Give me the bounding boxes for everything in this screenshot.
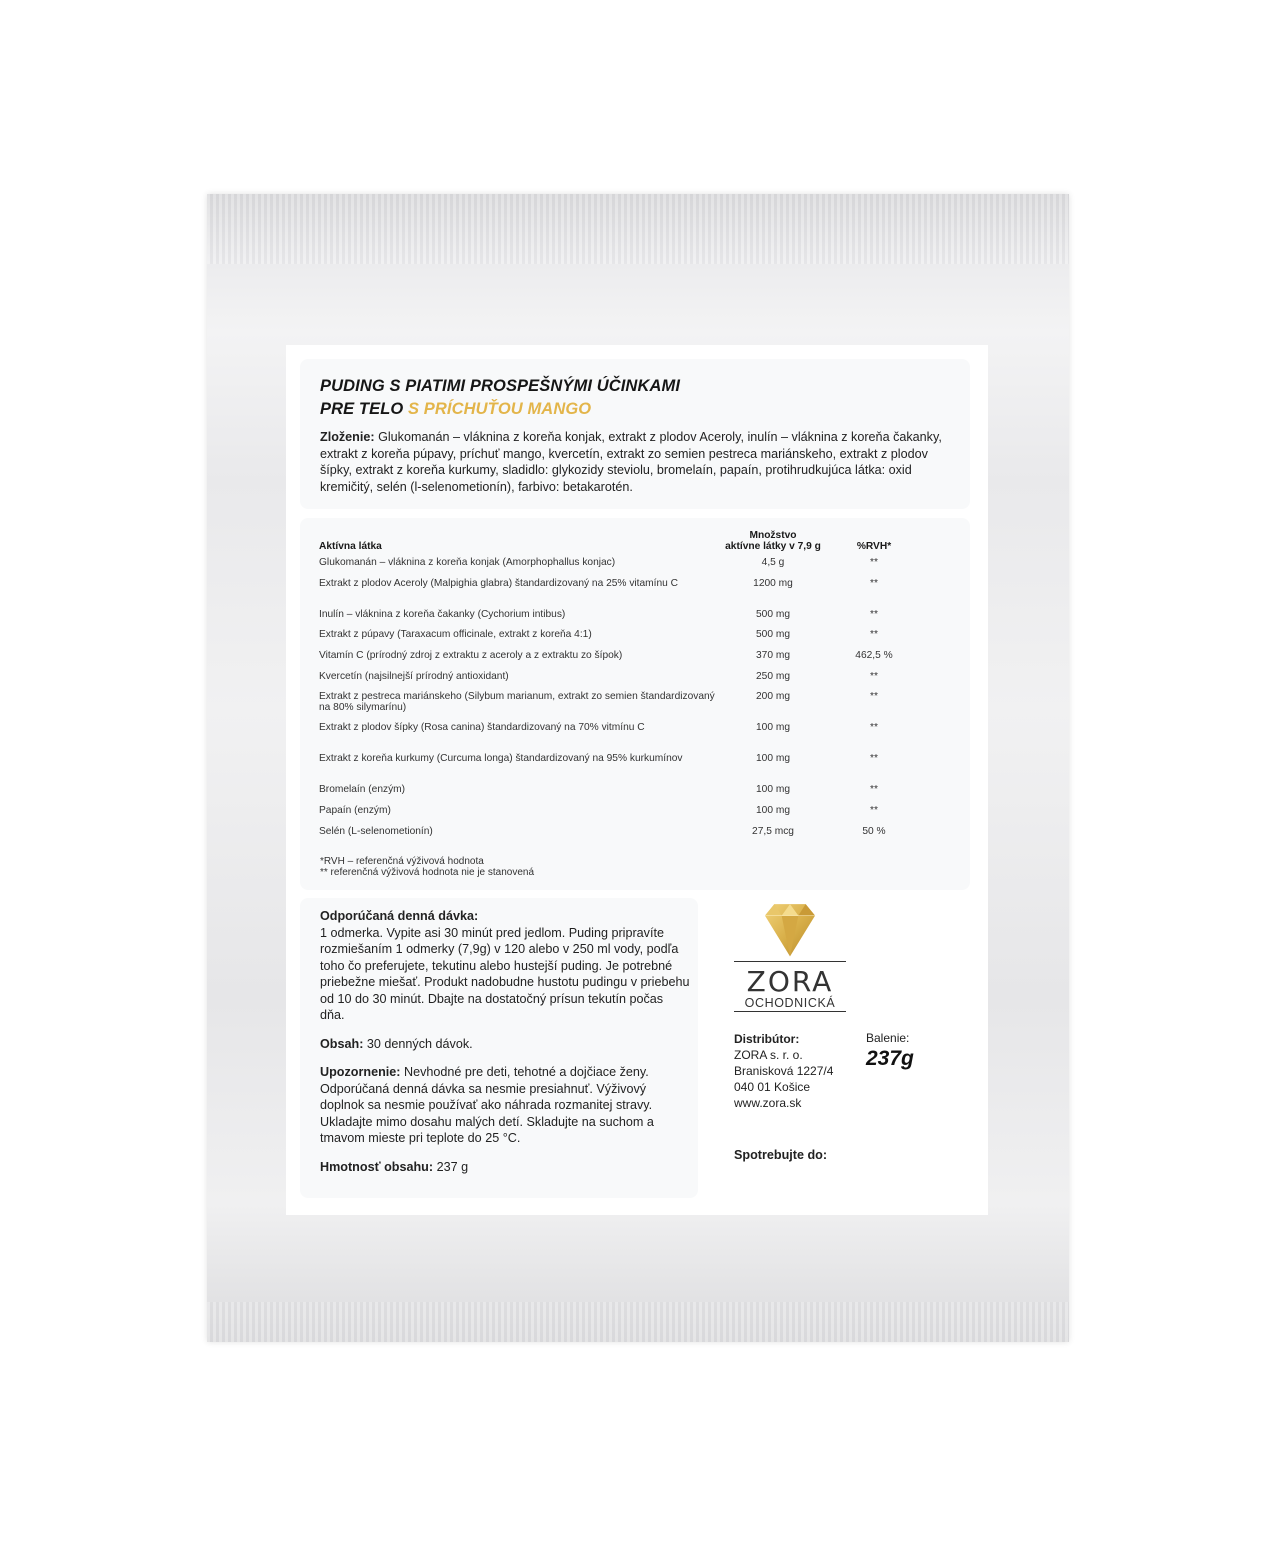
row-rvh: ** bbox=[870, 722, 878, 734]
table-row bbox=[319, 558, 919, 579]
row-name: Kvercetín (najsilnejší prírodný antioxidant) bbox=[319, 670, 509, 682]
title-line1: PUDING S PIATIMI PROSPEŠNÝMI ÚČINKAMI bbox=[320, 377, 681, 395]
row-amount: 500 mg bbox=[756, 608, 790, 620]
table-row bbox=[319, 630, 919, 651]
nutrition-table bbox=[319, 530, 919, 848]
composition bbox=[320, 429, 960, 495]
logo-rule-bottom bbox=[734, 1011, 846, 1012]
row-rvh: 462,5 % bbox=[855, 650, 893, 662]
row-amount: 370 mg bbox=[756, 650, 790, 662]
header-rvh: %RVH* bbox=[856, 541, 892, 552]
table-row bbox=[319, 579, 919, 610]
logo-name: ZORA bbox=[746, 965, 834, 998]
package-label: Balenie: bbox=[866, 1031, 910, 1045]
table-row bbox=[319, 692, 919, 723]
row-rvh: ** bbox=[870, 691, 878, 703]
distributor bbox=[734, 1031, 874, 1111]
table-row bbox=[319, 785, 919, 806]
row-rvh: ** bbox=[870, 608, 878, 620]
weight-text: 237 g bbox=[433, 1159, 469, 1174]
product-title bbox=[320, 375, 960, 421]
header-amount bbox=[717, 530, 829, 558]
product-label bbox=[286, 345, 988, 1215]
row-rvh: ** bbox=[870, 784, 878, 796]
distributor-line: ZORA s. r. o. bbox=[734, 1048, 803, 1062]
row-name: Extrakt z púpavy (Taraxacum officinale, extrakt z koreňa 4:1) bbox=[319, 629, 592, 641]
row-rvh: 50 % bbox=[862, 825, 886, 837]
row-amount: 1200 mg bbox=[753, 577, 793, 589]
distributor-label: Distribútor: bbox=[734, 1032, 800, 1046]
row-rvh: ** bbox=[870, 753, 878, 765]
table-row bbox=[319, 672, 919, 693]
row-amount: 100 mg bbox=[756, 722, 790, 734]
warning-section bbox=[320, 1064, 690, 1147]
row-rvh: ** bbox=[870, 670, 878, 682]
row-rvh: ** bbox=[870, 577, 878, 589]
warning-text: Nevhodné pre deti, tehotné a dojčiace ženy. Odporúčaná denná dávka sa nesmie presiahnuť. Výživový doplnok sa nesmie používať ako náhrada rozmanitej stravy. Ukladajte mimo dosahu malých detí. Skladujte na suchom a tmavom mieste pri teplote do 25 °C. bbox=[320, 1065, 654, 1145]
table-row bbox=[319, 651, 919, 672]
package-info bbox=[866, 1031, 966, 1071]
row-amount: 27,5 mcg bbox=[752, 825, 794, 837]
table-footnotes bbox=[320, 857, 534, 878]
row-name: Inulín – vláknina z koreňa čakanky (Cychorium intibus) bbox=[319, 608, 566, 620]
distributor-website: www.zora.sk bbox=[734, 1096, 802, 1110]
diamond-icon bbox=[734, 900, 846, 960]
table-row bbox=[319, 827, 919, 848]
logo-subtitle: OCHODNICKÁ bbox=[744, 996, 836, 1010]
row-amount: 100 mg bbox=[756, 753, 790, 765]
row-rvh: ** bbox=[870, 557, 878, 568]
row-name: Glukomanán – vláknina z koreňa konjak (Amorphophallus konjac) bbox=[319, 557, 616, 568]
footnote-rvh: *RVH – referenčná výživová hodnota bbox=[320, 856, 484, 867]
header-amount-line1: Množstvo bbox=[749, 530, 797, 541]
table-row bbox=[319, 754, 919, 785]
row-amount: 4,5 g bbox=[761, 557, 785, 568]
content-text: 30 denných dávok. bbox=[363, 1036, 473, 1051]
row-name: Extrakt z koreňa kurkumy (Curcuma longa) štandardizovaný na 95% kurkumínov bbox=[319, 753, 683, 765]
content-label: Obsah: bbox=[320, 1036, 364, 1051]
logo-rule-top bbox=[734, 961, 846, 962]
row-name: Extrakt z pestreca mariánskeho (Silybum marianum, extrakt zo semien štandardizovaný na 80% silymarínu) bbox=[319, 691, 715, 713]
flavor-text: S PRÍCHUŤOU MANGO bbox=[408, 400, 592, 418]
row-name: Extrakt z plodov šípky (Rosa canina) štandardizovaný na 70% vitmínu C bbox=[319, 722, 645, 734]
distributor-line: 040 01 Košice bbox=[734, 1080, 811, 1094]
title-line2-prefix: PRE TELO bbox=[320, 400, 408, 418]
row-name: Vitamín C (prírodný zdroj z extraktu z aceroly a z extraktu zo šípok) bbox=[319, 650, 623, 662]
package-weight: 237g bbox=[866, 1047, 914, 1070]
table-row bbox=[319, 610, 919, 631]
content-section bbox=[320, 1036, 690, 1053]
footnote-not-set: ** referenčná výživová hodnota nie je stanovená bbox=[320, 866, 535, 878]
title-line2 bbox=[320, 398, 960, 421]
composition-label: Zloženie: bbox=[320, 430, 375, 444]
dosage-section bbox=[320, 908, 690, 1024]
row-name: Papaín (enzým) bbox=[319, 805, 391, 817]
composition-text: Glukomanán – vláknina z koreňa konjak, extrakt z plodov Aceroly, inulín – vláknina z koreňa čakanky, extrakt z koreňa púpavy, príchuť mango, kvercetín, extrakt zo semien pestreca mariánskeho, extrakt z plodov šípky, extrakt z koreňa kurkumy, sladidlo: glykozidy steviolu, bromelaín, papaín, protihrudkujúca látka: oxid kremičitý, selén (l-selenometionín), farbivo: betakarotén. bbox=[320, 430, 942, 494]
table-header-row bbox=[319, 530, 919, 558]
row-amount: 100 mg bbox=[756, 805, 790, 817]
row-amount: 250 mg bbox=[756, 670, 790, 682]
row-rvh: ** bbox=[870, 805, 878, 817]
table-row bbox=[319, 806, 919, 827]
row-rvh: ** bbox=[870, 629, 878, 641]
row-amount: 200 mg bbox=[756, 691, 790, 703]
use-by-label: Spotrebujte do: bbox=[734, 1148, 828, 1162]
weight-section bbox=[320, 1159, 690, 1176]
header-active-substance: Aktívna látka bbox=[319, 541, 382, 552]
weight-label: Hmotnosť obsahu: bbox=[320, 1159, 434, 1174]
distributor-line: Branisková 1227/4 bbox=[734, 1064, 834, 1078]
header-amount-line2: aktívne látky v 7,9 g bbox=[725, 541, 821, 552]
usage-info bbox=[320, 908, 690, 1187]
warning-label: Upozornenie: bbox=[320, 1065, 401, 1079]
row-amount: 500 mg bbox=[756, 629, 790, 641]
row-name: Bromelaín (enzým) bbox=[319, 784, 406, 796]
dosage-label: Odporúčaná denná dávka: bbox=[320, 909, 479, 923]
dosage-text: 1 odmerka. Vypite asi 30 minút pred jedlom. Puding pripravíte rozmiešaním 1 odmerky (7,9g) v 120 alebo v 250 ml vody, podľa toho čo preferujete, tekutinu alebo hustejší puding. Je potrebné priebežne miešať. Produkt nadobudne hustotu pudingu v priebehu od 10 do 30 minút. Dbajte na dostatočný prísun tekutín počas dňa. bbox=[320, 925, 690, 1022]
row-amount: 100 mg bbox=[756, 784, 790, 796]
row-name: Selén (L-selenometionín) bbox=[319, 825, 433, 837]
table-row bbox=[319, 723, 919, 754]
row-name: Extrakt z plodov Aceroly (Malpighia glabra) štandardizovaný na 25% vitamínu C bbox=[319, 577, 679, 589]
